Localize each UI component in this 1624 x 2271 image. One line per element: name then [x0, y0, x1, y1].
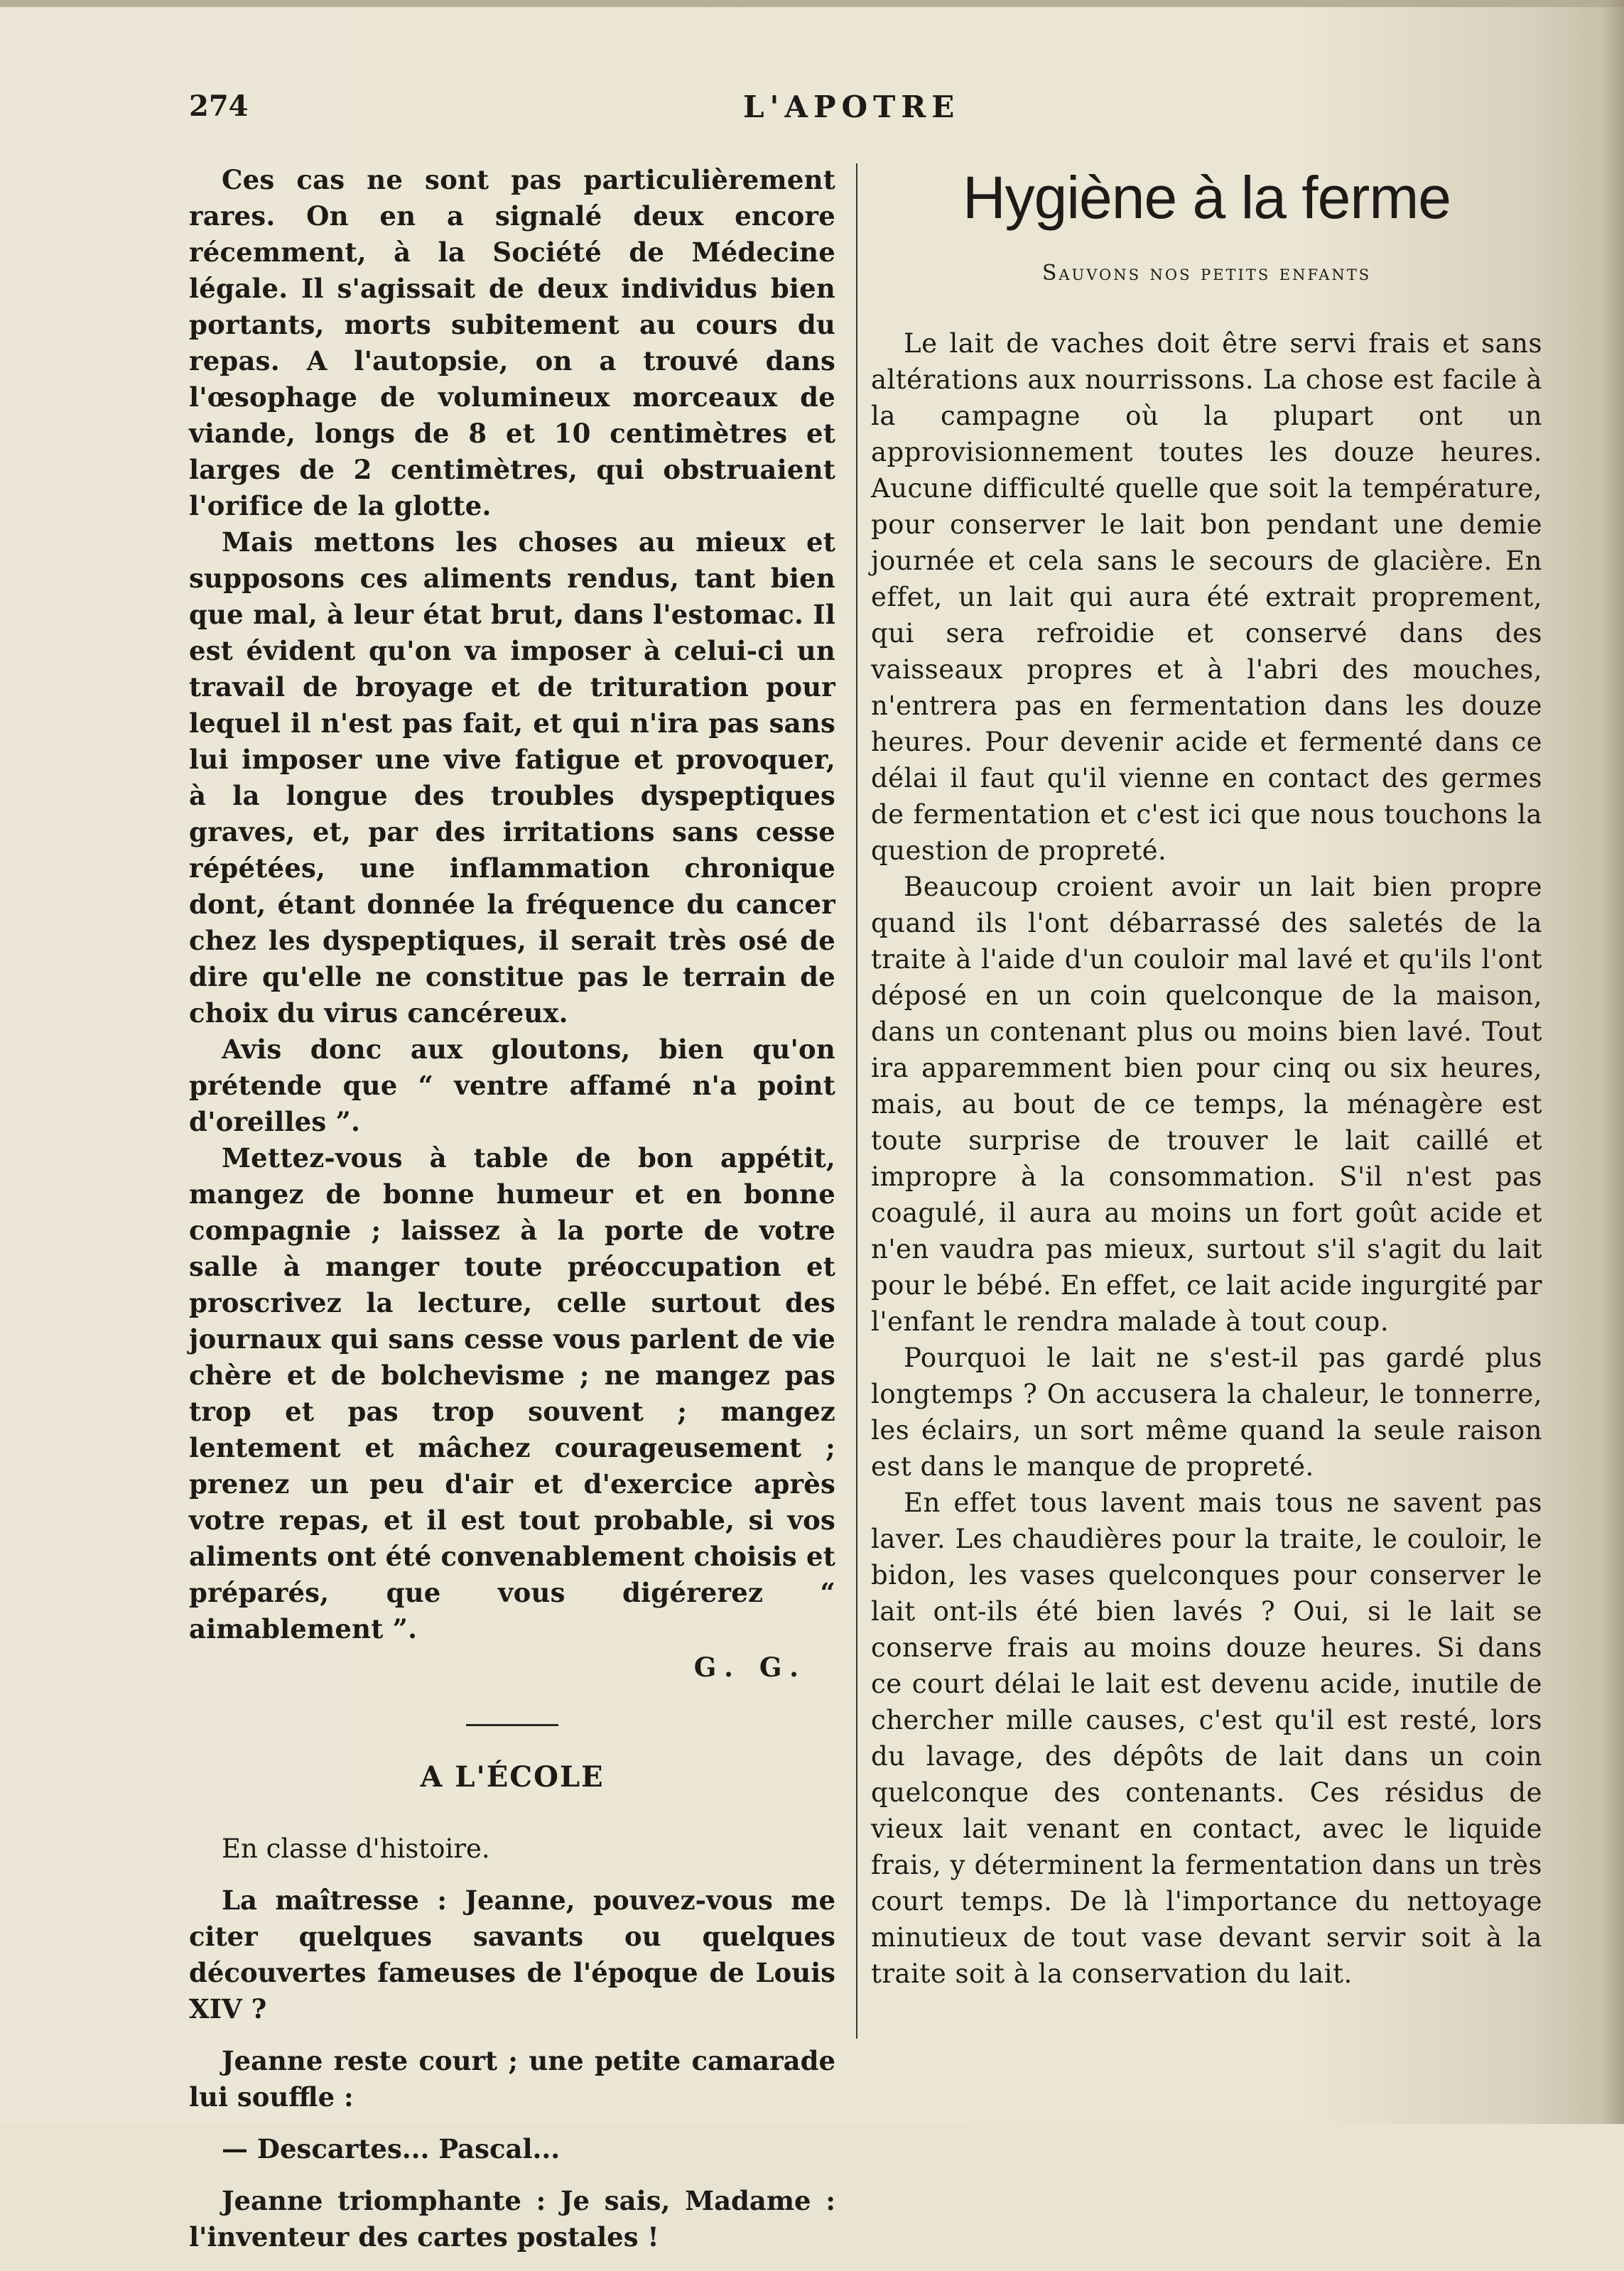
article-paragraph: En effet tous lavent mais tous ne savent pas laver. Les chaudières pour la traite, le couloir, le bidon, les vases quelconques pour conserver le lait ont-ils été bien lavés ? Oui, si le lait se conserve frais au moins douze heures. Si dans ce court délai le lait est devenu acide, inutile de chercher mille causes, c'est qu'il est resté, lors du lavage, des dépôts de lait dans un coin quelconque des contenants. Ces résidus de vieux lait venant en contact, avec le liquide frais, y déterminent la fermentation dans un très court temps. De là l'importance du nettoyage minutieux de tout vase devant servir soit à la traite soit à la conservation du lait.	[871, 1487, 1542, 1989]
dialog-line: La maîtresse : Jeanne, pouvez-vous me citer quelques savants ou quelques découvertes fameuses de l'époque de Louis XIV ?	[189, 1885, 835, 2025]
article-paragraph: Mettez-vous à table de bon appétit, mangez de bonne humeur et en bonne compagnie ; laissez à la porte de votre salle à manger toute préoccupation et proscrivez la lecture, celle surtout des journaux qui sans cesse vous parlent de vie chère et de bolchevisme ; ne mangez pas trop et pas trop souvent ; mangez lentement et mâchez courageusement ; prenez un peu d'air et d'exercice après votre repas, et il est tout probable, si vos aliments ont été convenablement choisis et préparés, que vous digérerez “ aimablement ”.	[189, 1142, 835, 1644]
running-title: L'APOTRE	[743, 90, 960, 124]
section-title: A L'ÉCOLE	[420, 1760, 605, 1794]
article-subtitle: Sauvons nos petits enfants	[1041, 261, 1372, 286]
dialog-line: En classe d'histoire.	[222, 1833, 490, 1864]
article-paragraph: Pourquoi le lait ne s'est-il pas gardé plus longtemps ? On accusera la chaleur, le tonnerre, les éclairs, un sort même quand la seule raison est dans le manque de propreté.	[871, 1343, 1542, 1482]
section-divider	[466, 1724, 558, 1726]
article-paragraph: Ces cas ne sont pas particulièrement rares. On en a signalé deux encore récemment, à la Société de Médecine légale. Il s'agissait de deux individus bien portants, morts subitement au cours du repas. A l'autopsie, on a trouvé dans l'œsophage de volumineux morceaux de viande, longs de 8 et 10 centimètres et larges de 2 centimètres, qui obstruaient l'orifice de la glotte.	[189, 164, 835, 521]
page-header	[189, 90, 970, 132]
article-signature: G. G.	[693, 1652, 807, 1683]
dialog-line: Jeanne triomphante : Je sais, Madame : l'inventeur des cartes postales !	[189, 2185, 835, 2253]
dialog-line: — Descartes... Pascal...	[222, 2133, 561, 2164]
left-column	[189, 162, 835, 2271]
dialog-line: Jeanne reste court ; une petite camarade lui souffle :	[189, 2045, 835, 2113]
article-paragraph: Mais mettons les choses au mieux et supposons ces aliments rendus, tant bien que mal, à leur état brut, dans l'estomac. Il est évident qu'on va imposer à celui-ci un travail de broyage et de trituration pour lequel il n'est pas fait, et qui n'ira pas sans lui imposer une vive fatigue et provoquer, à la longue des troubles dyspeptiques graves, et, par des irritations sans cesse répétées, une inflammation chronique dont, étant donnée la fréquence du cancer chez les dyspeptiques, il serait très osé de dire qu'elle ne constitue pas le terrain de choix du virus cancéreux.	[189, 526, 835, 1029]
right-column	[871, 162, 1542, 1992]
top-edge-line	[0, 0, 1624, 7]
article-paragraph: Le lait de vaches doit être servi frais et sans altérations aux nourrissons. La chose est facile à la campagne où la plupart ont un approvisionnement toutes les douze heures. Aucune difficulté quelle que soit la température, pour conserver le lait bon pendant une demie journée et cela sans le secours de glacière. En effet, un lait qui aura été extrait proprement, qui sera refroidie et conservé dans des vaisseaux propres et à l'abri des mouches, n'entrera pas en fermentation dans les douze heures. Pour devenir acide et fermenté dans ce délai il faut qu'il vienne en contact des germes de fermentation et c'est ici que nous touchons la question de propreté.	[871, 328, 1542, 866]
page-number: 274	[189, 90, 249, 123]
article-paragraph: Avis donc aux gloutons, bien qu'on prétende que “ ventre affamé n'a point d'oreilles ”.	[189, 1034, 835, 1137]
article-paragraph: Beaucoup croient avoir un lait bien propre quand ils l'ont débarrassé des saletés de la traite à l'aide d'un couloir mal lavé et qu'ils l'ont déposé en un coin quelconque de la maison, dans un contenant plus ou moins bien lavé. Tout ira apparemment bien pour cinq ou six heures, mais, au bout de ce temps, la ménagère est toute surprise de trouver le lait caillé et impropre à la consommation. S'il n'est pas coagulé, il aura au moins un fort goût acide et n'en vaudra pas mieux, surtout s'il s'agit du lait pour le bébé. En effet, ce lait acide ingurgité par l'enfant le rendra malade à tout coup.	[871, 872, 1542, 1337]
article-title: Hygiène à la ferme	[962, 164, 1451, 231]
column-rule	[856, 163, 857, 2039]
page-edge-shadow	[1603, 0, 1624, 2124]
